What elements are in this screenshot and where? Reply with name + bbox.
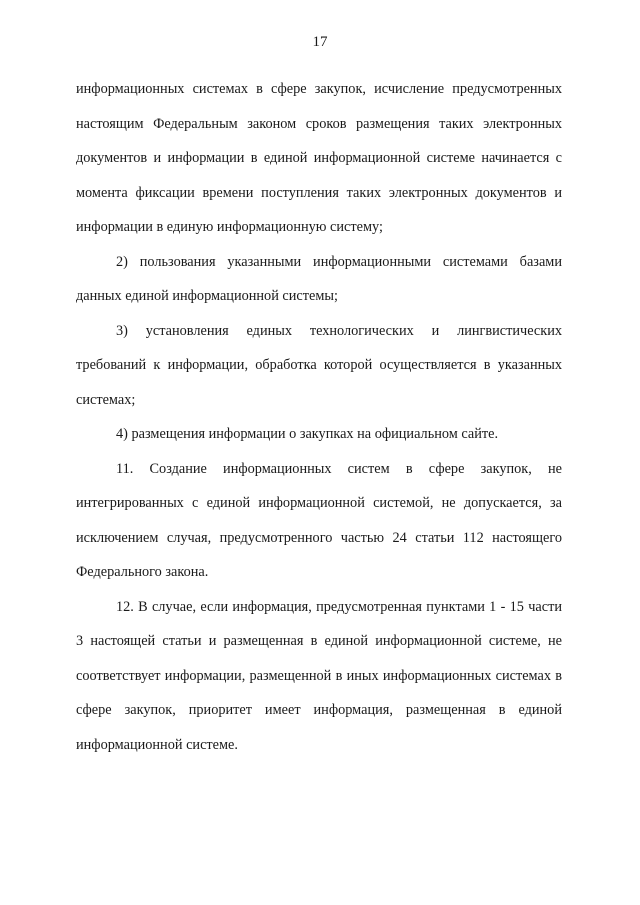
page-number: 17 — [312, 34, 328, 50]
paragraph-item-2: 2) пользования указанными информационными системами базами данных единой информационной системы; — [76, 253, 562, 304]
paragraph-item-3: 3) установления единых технологических и лингвистических требований к информации, обработка которой осуществляется в указанных системах; — [76, 322, 562, 408]
paragraph-clause-12: 12. В случае, если информация, предусмотренная пунктами 1 - 15 части 3 настоящей статьи и размещенная в единой информационной системе, не соответствует информации, размещенной в иных информационных системах в сфере закупок, приоритет имеет информация, размещенная в единой информационной системе. — [76, 598, 562, 753]
paragraph-clause-11: 11. Создание информационных систем в сфере закупок, не интегрированных с единой информационной системой, не допускается, за исключением случая, предусмотренного частью 24 статьи 112 настоящего Федерального закона. — [76, 460, 562, 580]
paragraph-continuation: информационных системах в сфере закупок, исчисление предусмотренных настоящим Федеральным законом сроков размещения таких электронных документов и информации в единой информационной системе начинается с момента фиксации времени поступления таких электронных документов и информации в единую информационную систему; — [76, 81, 562, 235]
paragraph-item-4: 4) размещения информации о закупках на официальном сайте. — [116, 426, 499, 442]
body-text — [76, 72, 562, 762]
